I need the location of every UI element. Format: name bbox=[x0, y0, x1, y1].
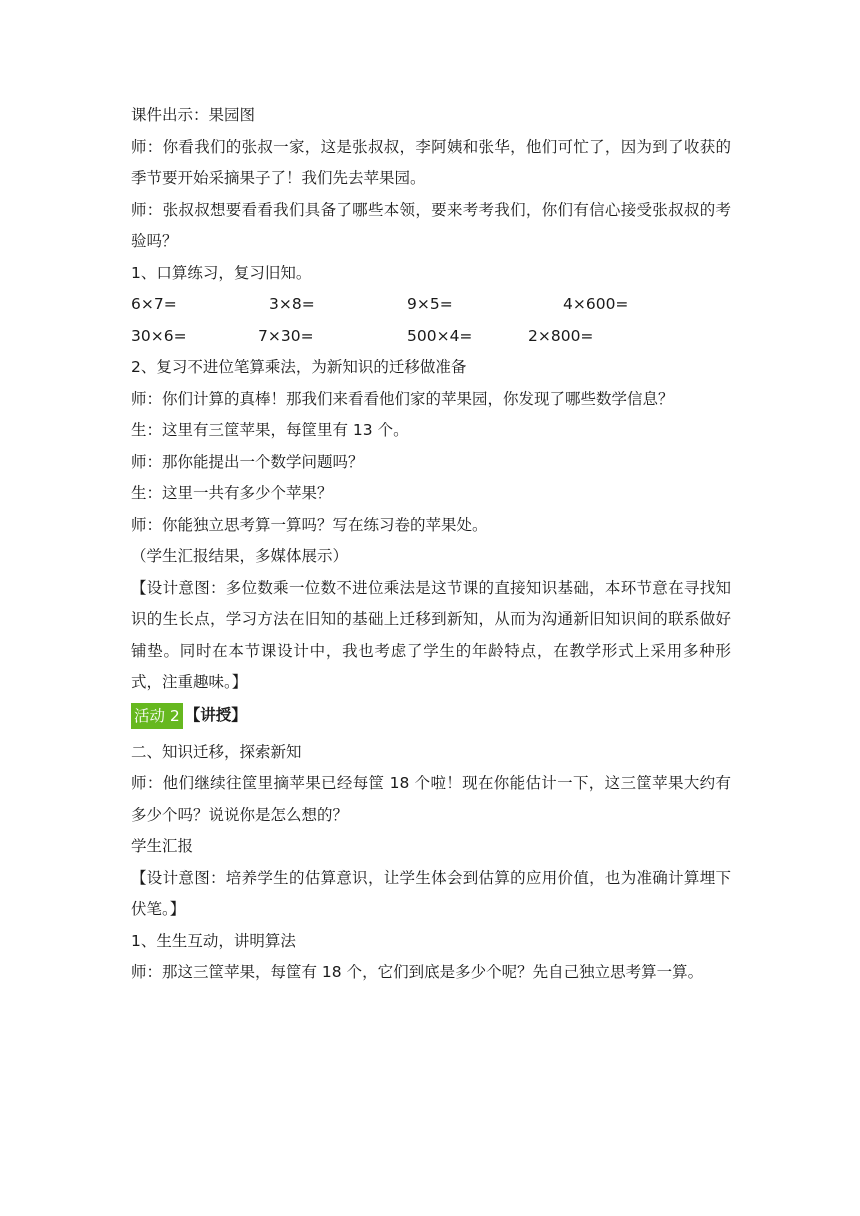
text-line: 1、生生互动，讲明算法 bbox=[131, 931, 296, 950]
calc-item: 2×800= bbox=[528, 326, 594, 345]
text-line: 生：这里有三筐苹果，每筐里有 13 个。 bbox=[131, 421, 409, 439]
text-line: 课件出示：果园图 bbox=[131, 106, 256, 124]
calc-item: 30×6= bbox=[131, 326, 187, 345]
calc-item: 9×5= bbox=[407, 295, 453, 313]
text-paragraph: 师：你们计算的真棒！那我们来看看他们家的苹果园，你发现了哪些数学信息？ bbox=[131, 389, 674, 408]
text-line: 2、复习不进位笔算乘法，为新知识的迁移做准备 bbox=[131, 358, 467, 376]
document-body bbox=[131, 100, 731, 989]
design-intent-paragraph: 【设计意图：多位数乘一位数不进位乘法是这节课的直接知识基础，本环节意在寻找知识的生长点，学习方法在旧知的基础上迁移到新知，从而为沟通新旧知识间的联系做好铺垫。同时在本节课设计中，我也考虑了学生的年龄特点，在教学形式上采用多种形式，注重趣味。】 bbox=[131, 578, 731, 691]
text-line: 师：那你能提出一个数学问题吗？ bbox=[131, 452, 364, 471]
text-paragraph: 师：你看我们的张叔一家，这是张叔叔，李阿姨和张华，他们可忙了，因为到了收获的季节要开始采摘果子了！我们先去苹果园。 bbox=[131, 137, 731, 187]
text-line: （学生汇报结果，多媒体展示） bbox=[131, 547, 349, 565]
text-paragraph: 师：张叔叔想要看看我们具备了哪些本领，要来考考我们，你们有信心接受张叔叔的考验吗？ bbox=[131, 200, 731, 250]
text-line: 生：这里一共有多少个苹果？ bbox=[131, 484, 333, 502]
activity-heading bbox=[131, 701, 731, 731]
text-line: 学生汇报 bbox=[131, 837, 194, 855]
calc-item: 4×600= bbox=[563, 295, 629, 313]
calc-row-1 bbox=[131, 289, 731, 321]
calc-item: 500×4= bbox=[407, 326, 473, 345]
calc-row-2 bbox=[131, 321, 731, 353]
design-intent-paragraph: 【设计意图：培养学生的估算意识，让学生体会到估算的应用价值，也为准确计算埋下伏笔。】 bbox=[131, 868, 731, 918]
text-paragraph: 师：他们继续往筐里摘苹果已经每筐 18 个啦！现在你能估计一下，这三筐苹果大约有多少个吗？说说你是怎么想的？ bbox=[131, 774, 731, 824]
activity-badge: 活动 2 bbox=[131, 703, 183, 729]
text-line: 1、口算练习，复习旧知。 bbox=[131, 263, 312, 282]
calc-item: 7×30= bbox=[258, 326, 314, 345]
calc-item: 3×8= bbox=[269, 295, 315, 313]
text-paragraph: 师：那这三筐苹果，每筐有 18 个，它们到底是多少个呢？先自己独立思考算一算。 bbox=[131, 963, 704, 981]
section-heading: 二、知识迁移，探索新知 bbox=[131, 742, 302, 761]
activity-label: 【讲授】 bbox=[184, 705, 247, 724]
text-line: 师：你能独立思考算一算吗？写在练习卷的苹果处。 bbox=[131, 515, 488, 534]
calc-item: 6×7= bbox=[131, 295, 177, 313]
